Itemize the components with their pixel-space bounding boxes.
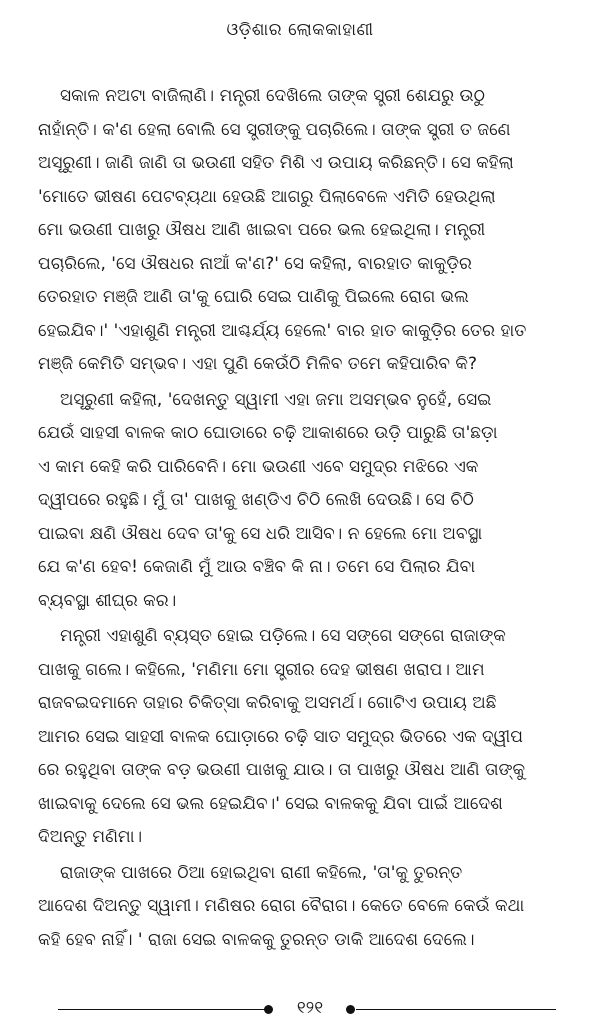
paragraph <box>38 384 578 619</box>
text-line: ରାଜବଇଦମାନେ ତାହାର ଚିକିତ୍ସା କରିବାକୁ ଅସମର୍ଥ। ଗୋଟିଏ ଉପାୟ ଅଛି <box>38 693 497 713</box>
text-line: ପାଇବା କ୍ଷଣି ଔଷଧ ଦେବ ତା'କୁ ସେ ଧରି ଆସିବ। ନ ହେଲେ ମୋ ଅବସ୍ଥା <box>38 523 483 544</box>
footer-rule-right <box>356 1009 556 1010</box>
text-line: ବ୍ୟବସ୍ଥା ଶୀଘ୍ର କର। <box>38 590 177 611</box>
text-line: ସକାଳ ନଅଟା ବାଜିଲାଣି। ମନ୍ତ୍ରୀ ଦେଖିଲେ ତାଙ୍କ ସ୍ତ୍ରୀ ଶେଯରୁ ଉଠୁ <box>60 86 485 106</box>
text-line: ତେରହାତ ମଞ୍ଜି ଆଣି ତା'କୁ ଘୋରି ସେଇ ପାଣିକୁ ପିଇଲେ ରୋଗ ଭଲ <box>38 287 469 307</box>
text-line: ମୋ ଭଉଣୀ ପାଖରୁ ଔଷଧ ଆଣି ଖାଇବା ପରେ ଭଲ ହେଇଥିଲା। ମନ୍ତ୍ରୀ <box>38 220 486 240</box>
text-line: ମନ୍ତ୍ରୀ ଏହାଶୁଣି ବ୍ୟସ୍ତ ହୋଇ ପଡ଼ିଲେ। ସେ ସଙ୍ଗେ ସଙ୍ଗେ ରାଜାଙ୍କ <box>60 626 506 646</box>
paragraph <box>38 857 578 958</box>
text-line: ପଚାରିଲେ, 'ସେ ଔଷଧର ନାଆଁ କ'ଣ?' ସେ କହିଲା, ବାରହାତ କାକୁଡ଼ିର <box>38 253 472 274</box>
text-line: ହେଇଯିବ।' 'ଏହାଶୁଣି ମନ୍ତ୍ରୀ ଆଶ୍ଚର୍ଯ୍ୟ ହେଲେ' ବାର ହାତ କାକୁଡ଼ିର ତେର ହାତ <box>38 320 527 341</box>
footer-dot-left <box>264 1005 273 1014</box>
paragraph <box>38 620 578 855</box>
text-line: 'ମୋତେ ଭୀଷଣ ପେଟବ୍ୟଥା ହେଉଛି ଆଗରୁ ପିଲାବେଳେ ଏମିତି ହେଉଥିଲା <box>38 186 496 207</box>
text-line: ଏ କାମ କେହି କରି ପାରିବେନି। ମୋ ଭଉଣୀ ଏବେ ସମୁଦ୍ର ମଝିରେ ଏକ <box>38 456 479 477</box>
text-line: ଆମର ସେଇ ସାହସୀ ବାଳକ ଘୋଡ଼ାରେ ଚଢ଼ି ସାତ ସମୁଦ୍ର ଭିତରେ ଏକ ଦ୍ୱୀପ <box>38 726 523 747</box>
page-footer <box>38 998 578 1022</box>
paragraph <box>38 80 578 382</box>
text-line: ଅସୂରୁଣୀ। ଜାଣି ଜାଣି ତା ଭଉଣୀ ସହିତ ମିଶି ଏ ଉପାୟ କରିଛନ୍ତି। ସେ କହିଲା <box>38 153 514 173</box>
text-line: ନାହାଁନ୍ତି। କ'ଣ ହେଲା ବୋଲି ସେ ସ୍ତ୍ରୀଙ୍କୁ ପଚାରିଲେ। ତାଙ୍କ ସ୍ତ୍ରୀ ତ ଜଣେ <box>38 119 511 140</box>
text-line: ଆଦେଶ ଦିଅନ୍ତୁ ସ୍ୱାମୀ। ମଣିଷର ରୋଗ ବୈରାଗ। କେତେ ବେଳେ କେଉଁ କଥା <box>38 896 525 916</box>
text-line: ଦିଅନ୍ତୁ ମଣିମା। <box>38 827 143 847</box>
text-line: ଖାଇବାକୁ ଦେଲେ ସେ ଭଲ ହେଇଯିବ।' ସେଇ ବାଳକକୁ ଯିବା ପାଇଁ ଆଦେଶ <box>38 793 503 814</box>
text-line: ମଞ୍ଜି କେମିତି ସମ୍ଭବ। ଏହା ପୁଣି କେଉଁଠି ମିଳିବ ତମେ କହିପାରିବ କି? <box>38 354 478 374</box>
text-line: ଯେ କ'ଣ ହେବ! କେଜାଣି ମୁଁ ଆଉ ବଞ୍ଚିବ କି ନା। ତମେ ସେ ପିଲାର ଯିବା <box>38 557 476 577</box>
running-head: ଓଡ଼ିଶାର ଲୋକକାହାଣୀ <box>226 20 374 40</box>
text-line: ରାଜାଙ୍କ ପାଖରେ ଠିଆ ହୋଇଥିବା ରାଣୀ କହିଲେ, 'ତା'କୁ ତୁରନ୍ତ <box>60 862 463 883</box>
text-line: ରେ ରହୁଥିବା ତାଙ୍କ ବଡ଼ ଭଉଣୀ ପାଖକୁ ଯାଉ। ତା ପାଖରୁ ଔଷଧ ଆଣି ତାଙ୍କୁ <box>38 760 526 780</box>
body-text <box>38 80 578 959</box>
page-number: ୧୨୧ <box>296 998 324 1018</box>
text-line: ଦ୍ୱୀପରେ ରହୁଛି। ମୁଁ ତା' ପାଖକୁ ଖଣ୍ଡିଏ ଚିଠି ଲେଖି ଦେଉଛି। ସେ ଚିଠି <box>38 490 474 510</box>
text-line: ପାଖକୁ ଗଲେ। କହିଲେ, 'ମଣିମା ମୋ ସ୍ତ୍ରୀର ଦେହ ଭୀଷଣ ଖରାପ। ଆମ <box>38 659 485 680</box>
footer-rule-left <box>58 1009 270 1010</box>
text-line: କହି ହେବ ନାହିଁ। ' ରାଜା ସେଇ ବାଳକକୁ ତୁରନ୍ତ ଡାକି ଆଦେଶ ଦେଲେ। <box>38 929 475 950</box>
footer-dot-right <box>346 1005 355 1014</box>
text-line: ଯେଉଁ ସାହସୀ ବାଳକ କାଠ ଘୋଡାରେ ଚଢ଼ି ଆକାଶରେ ଉଡ଼ି ପାରୁଛି ତା'ଛଡ଼ା <box>38 423 498 443</box>
text-line: ଅସୂରୁଣୀ କହିଲା, 'ଦେଖନ୍ତୁ ସ୍ୱାମୀ ଏହା ଜମା ଅସମ୍ଭବ ନୁହେଁ, ସେଇ <box>60 389 492 410</box>
